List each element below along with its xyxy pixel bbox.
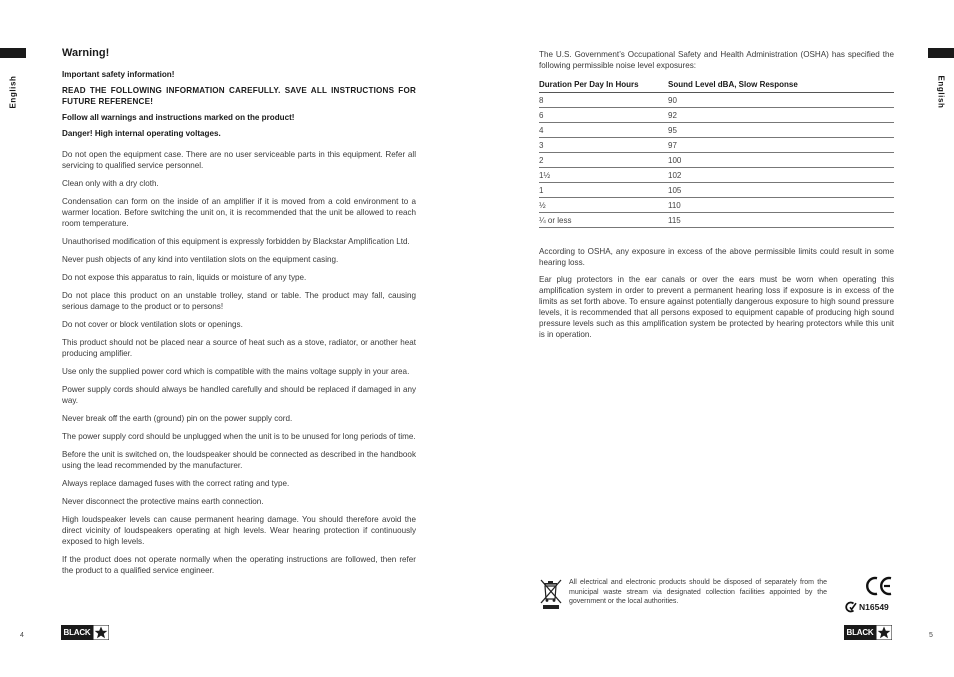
side-tab-right bbox=[928, 48, 954, 118]
sound-level-cell: 95 bbox=[668, 123, 894, 138]
warning-paragraph: Never break off the earth (ground) pin on the power supply cord. bbox=[62, 414, 293, 423]
sound-level-cell: 102 bbox=[668, 168, 894, 183]
side-tab-bar bbox=[0, 48, 26, 58]
duration-cell: 1 bbox=[539, 183, 668, 198]
warning-paragraph: Never push objects of any kind into ventilation slots on the equipment casing. bbox=[62, 255, 339, 264]
column-header-duration: Duration Per Day In Hours bbox=[539, 79, 668, 93]
duration-cell: ¼ or less bbox=[539, 213, 668, 228]
table-row bbox=[539, 213, 894, 228]
c-tick-icon bbox=[845, 601, 857, 613]
page-number-right: 5 bbox=[929, 632, 933, 639]
read-carefully-heading: READ THE FOLLOWING INFORMATION CAREFULLY. SAVE ALL INSTRUCTIONS FOR FUTURE REFERENCE! bbox=[62, 86, 416, 106]
table-row bbox=[539, 108, 894, 123]
duration-cell: 6 bbox=[539, 108, 668, 123]
table-row bbox=[539, 183, 894, 198]
side-tab-bar bbox=[928, 48, 954, 58]
ce-mark bbox=[866, 576, 894, 601]
warning-paragraph: If the product does not operate normally when the operating instructions are followed, then refer the product to a qualified service engineer. bbox=[62, 555, 416, 575]
warning-paragraph: Unauthorised modification of this equipment is expressly forbidden by Blackstar Amplification Ltd. bbox=[62, 237, 410, 246]
warning-paragraph: The power supply cord should be unplugged when the unit is to be unused for long periods of time. bbox=[62, 432, 416, 441]
table-header-row bbox=[539, 79, 894, 93]
warning-paragraph: Power supply cords should always be handled carefully and should be replaced if damaged in any way. bbox=[62, 385, 416, 405]
table-row bbox=[539, 198, 894, 213]
sound-level-cell: 110 bbox=[668, 198, 894, 213]
crossed-out-wheelie-bin-icon bbox=[540, 578, 562, 610]
side-tab-left bbox=[0, 48, 26, 118]
duration-cell: ½ bbox=[539, 198, 668, 213]
table-row bbox=[539, 93, 894, 108]
page-number-left: 4 bbox=[20, 632, 24, 639]
duration-cell: 1½ bbox=[539, 168, 668, 183]
warning-paragraph: Use only the supplied power cord which is compatible with the mains voltage supply in your area. bbox=[62, 367, 410, 376]
follow-warnings-heading: Follow all warnings and instructions marked on the product! bbox=[62, 113, 295, 122]
warning-paragraph: Do not open the equipment case. There are no user serviceable parts in this equipment. Refer all servicing to qualified service personnel. bbox=[62, 150, 416, 170]
sound-level-cell: 100 bbox=[668, 153, 894, 168]
sound-level-cell: 115 bbox=[668, 213, 894, 228]
sound-level-cell: 92 bbox=[668, 108, 894, 123]
duration-cell: 4 bbox=[539, 123, 668, 138]
star-icon bbox=[93, 625, 109, 640]
warning-title: Warning! bbox=[62, 47, 110, 59]
warning-paragraph: Always replace damaged fuses with the correct rating and type. bbox=[62, 479, 290, 488]
sound-level-cell: 90 bbox=[668, 93, 894, 108]
left-page-content bbox=[62, 47, 416, 583]
duration-cell: 3 bbox=[539, 138, 668, 153]
right-page-content bbox=[539, 49, 894, 346]
warning-paragraph: Do not cover or block ventilation slots or openings. bbox=[62, 320, 243, 329]
logo-text: BLACK bbox=[61, 625, 93, 640]
blackstar-logo bbox=[61, 625, 109, 640]
ear-plug-paragraph: Ear plug protectors in the ear canals or over the ears must be worn when operating this amplification system in order to prevent a permanent hearing loss if exposure is in excess of the limits as set forth above. To ensure against potentially dangerous exposure to high sound pressure levels, it is recommended that all persons exposed to equipment capable of producing high sound pressure levels such as this amplification system be protected by hearing protectors while this unit is in operation. bbox=[539, 275, 894, 339]
cert-code: N16549 bbox=[859, 602, 889, 612]
sound-level-cell: 105 bbox=[668, 183, 894, 198]
logo-text: BLACK bbox=[844, 625, 876, 640]
osha-note: According to OSHA, any exposure in excess of the above permissible limits could result in some hearing loss. bbox=[539, 247, 894, 267]
duration-cell: 8 bbox=[539, 93, 668, 108]
column-header-sound-level: Sound Level dBA, Slow Response bbox=[668, 79, 894, 93]
side-tab-label: English bbox=[8, 75, 18, 109]
side-tab-label: English bbox=[936, 75, 946, 109]
warning-paragraph: High loudspeaker levels can cause permanent hearing damage. You should therefore avoid the direct vicinity of loudspeakers operating at high levels. Wear hearing protection if continuously exposed to high levels. bbox=[62, 515, 416, 546]
sound-level-cell: 97 bbox=[668, 138, 894, 153]
warning-paragraph: Do not place this product on an unstable trolley, stand or table. The product may fall, causing serious damage to the product or to persons! bbox=[62, 291, 416, 311]
table-row bbox=[539, 168, 894, 183]
weee-text: All electrical and electronic products should be disposed of separately from the municipal waste stream via designated collection facilities appointed by the government or the local authorities. bbox=[569, 579, 827, 605]
warning-paragraph: Condensation can form on the inside of an amplifier if it is moved from a cold environment to a warmer location. Before switching the unit on, it is recommended that the unit be allowed to reach room temperature. bbox=[62, 197, 416, 228]
c-tick-certification bbox=[845, 601, 889, 613]
ce-mark-icon bbox=[866, 576, 894, 596]
osha-intro: The U.S. Government’s Occupational Safety and Health Administration (OSHA) has specified the following permissible noise level exposures: bbox=[539, 50, 894, 70]
important-heading: Important safety information! bbox=[62, 70, 175, 79]
duration-cell: 2 bbox=[539, 153, 668, 168]
warning-paragraph: Before the unit is switched on, the loudspeaker should be connected as described in the handbook using the lead recommended by the manufacturer. bbox=[62, 450, 416, 470]
warning-paragraph: This product should not be placed near a source of heat such as a stove, radiator, or another heat producing amplifier. bbox=[62, 338, 416, 358]
noise-exposure-table bbox=[539, 79, 894, 228]
table-row bbox=[539, 138, 894, 153]
danger-heading: Danger! High internal operating voltages. bbox=[62, 129, 221, 138]
blackstar-logo bbox=[844, 625, 892, 640]
table-row bbox=[539, 153, 894, 168]
warning-paragraph: Clean only with a dry cloth. bbox=[62, 179, 159, 188]
warning-paragraph: Never disconnect the protective mains earth connection. bbox=[62, 497, 264, 506]
star-icon bbox=[876, 625, 892, 640]
table-row bbox=[539, 123, 894, 138]
warning-paragraph: Do not expose this apparatus to rain, liquids or moisture of any type. bbox=[62, 273, 307, 282]
